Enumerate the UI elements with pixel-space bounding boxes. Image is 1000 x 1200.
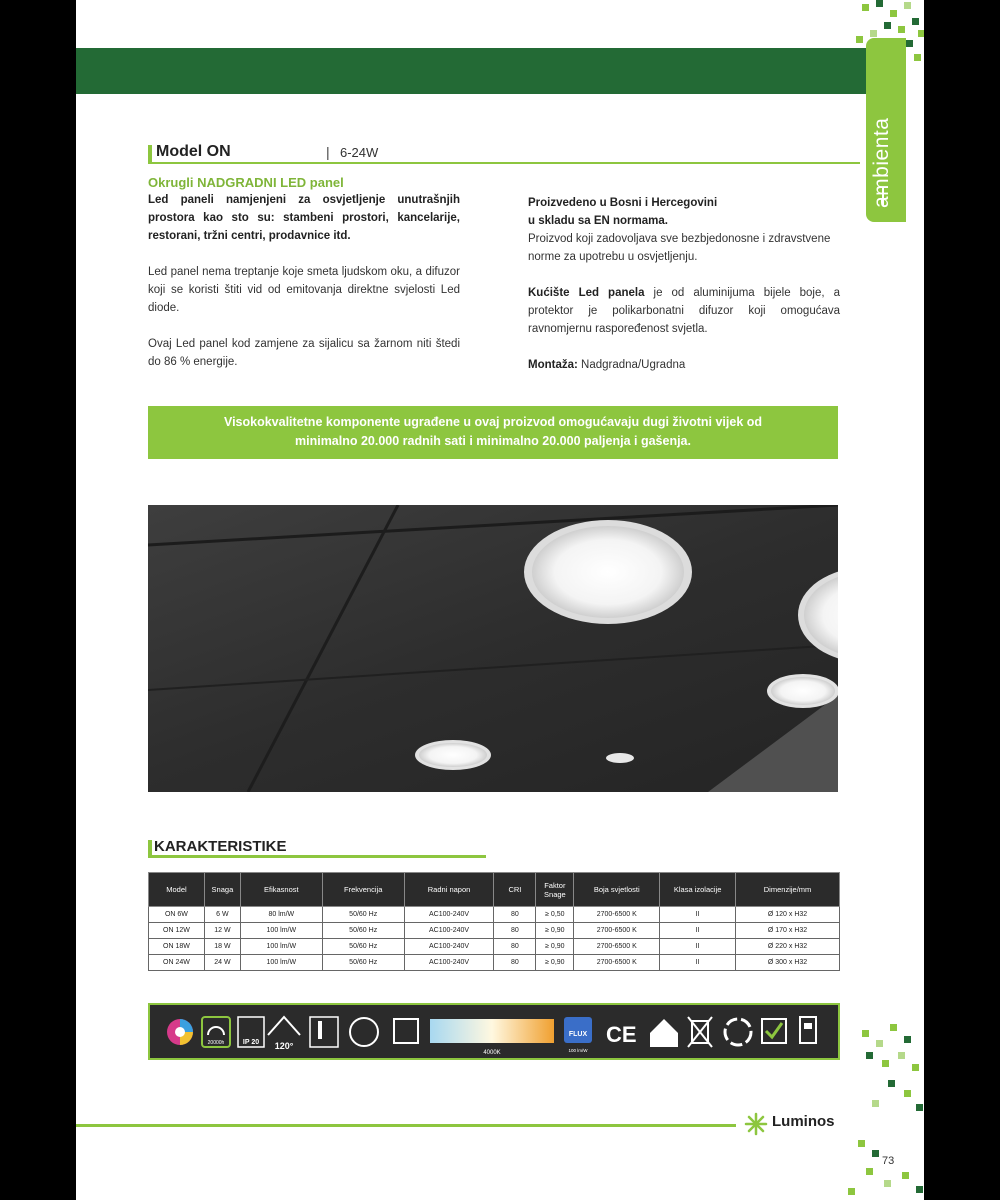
table-cell: 100 lm/W	[240, 955, 322, 971]
table-row	[149, 923, 840, 939]
table-cell: 100 lm/W	[240, 939, 322, 955]
ip-text: IP 20	[242, 1039, 260, 1046]
square-shape-icon	[394, 1019, 418, 1043]
weee-bin-icon	[688, 1017, 712, 1047]
page-number: 73	[882, 1155, 895, 1167]
table-cell: 80	[494, 907, 536, 923]
temperature-icon	[310, 1017, 338, 1047]
table-cell: ≥ 0,90	[536, 939, 574, 955]
beam-angle-icon	[268, 1017, 300, 1051]
col-color-temp: Boja svjetlosti	[574, 873, 660, 907]
angle-text: 120°	[274, 1041, 294, 1051]
table-cell: ON 18W	[149, 939, 205, 955]
table-row	[149, 939, 840, 955]
table-cell: 50/60 Hz	[322, 907, 404, 923]
section-tab	[866, 38, 906, 222]
table-cell: AC100-240V	[404, 939, 494, 955]
housing-paragraph	[528, 284, 840, 338]
table-cell: 80	[494, 939, 536, 955]
product-photo	[148, 505, 838, 792]
table-cell: 2700-6500 K	[574, 955, 660, 971]
table-cell: 50/60 Hz	[322, 923, 404, 939]
col-power-factor: Faktor Snage	[536, 873, 574, 907]
model-separator: |	[326, 144, 330, 160]
origin-line-2: u skladu sa EN normama.	[528, 215, 668, 227]
section-tab-label: ambienta	[870, 117, 893, 208]
col-frequency: Frekvencija	[322, 873, 404, 907]
table-cell: Ø 300 x H32	[736, 955, 840, 971]
driver-icon	[800, 1017, 816, 1043]
table-cell: II	[660, 923, 736, 939]
mount-paragraph	[528, 356, 840, 374]
mount-value: Nadgradna/Ugradna	[577, 359, 686, 371]
color-temperature-scale-icon	[430, 1019, 554, 1056]
spec-table	[148, 872, 840, 971]
characteristics-header	[148, 838, 488, 860]
led-panel-small	[606, 753, 634, 763]
col-insulation: Klasa izolacije	[660, 873, 736, 907]
table-cell: 2700-6500 K	[574, 923, 660, 939]
table-cell: 18 W	[204, 939, 240, 955]
lifetime-line-1: Visokokvalitetne komponente ugrađene u ovaj proizvod omogućavaju dugi životni vijek od	[223, 415, 763, 429]
characteristics-title: KARAKTERISTIKE	[154, 838, 287, 855]
table-row	[149, 907, 840, 923]
table-cell: 50/60 Hz	[322, 955, 404, 971]
table-cell: II	[660, 939, 736, 955]
lifetime-icon	[202, 1017, 230, 1047]
table-cell: ON 12W	[149, 923, 205, 939]
model-power-range: 6-24W	[340, 145, 379, 160]
origin-line-1: Proizvedeno u Bosni i Hercegovini	[528, 197, 718, 209]
table-cell: II	[660, 955, 736, 971]
table-cell: ON 24W	[149, 955, 205, 971]
mount-label: Montaža:	[528, 359, 578, 371]
flicker-text: Led panel nema treptanje koje smeta ljudskom oku, a difuzor koji se koristi štiti vid od emitovanja direktne svjelosti Led diode.	[148, 266, 460, 314]
housing-bold: Kućište Led panela	[528, 287, 645, 299]
characteristics-marker	[148, 840, 152, 855]
col-model: Model	[149, 873, 205, 907]
table-cell: Ø 220 x H32	[736, 939, 840, 955]
ce-mark-icon	[606, 1022, 637, 1047]
flux-sub-text: 100 lm/W	[568, 1048, 588, 1053]
ce-text: CE	[606, 1022, 637, 1047]
table-cell: 12 W	[204, 923, 240, 939]
col-efficiency: Efikasnost	[240, 873, 322, 907]
table-cell: Ø 120 x H32	[736, 907, 840, 923]
product-subtitle: Okrugli NADGRADNI LED panel	[148, 175, 344, 190]
housing-text: je od aluminijuma bijele boje, a protektor je polikarbonatni difuzor koji omogućava ravnomjernu raspoređenost svjetla.	[528, 287, 840, 335]
characteristics-underline	[148, 855, 486, 858]
header-band	[76, 48, 876, 94]
color-temp-text: 4000K	[483, 1050, 501, 1056]
table-cell: AC100-240V	[404, 907, 494, 923]
footer-line	[76, 1124, 736, 1127]
table-cell: Ø 170 x H32	[736, 923, 840, 939]
brand-name: Luminos	[772, 1113, 835, 1130]
col-voltage: Radni napon	[404, 873, 494, 907]
color-wheel-icon	[167, 1019, 193, 1045]
model-header	[148, 143, 924, 165]
recycle-icon	[725, 1019, 751, 1045]
col-power: Snaga	[204, 873, 240, 907]
intro-text: Led paneli namjenjeni za osvjetljenje unutrašnjih prostora kao sto su: stambeni prostori, kancelarije, restorani, tržni centri, prodavnice itd.	[148, 194, 460, 242]
table-row	[149, 955, 840, 971]
description-right	[528, 194, 840, 392]
table-cell: 80	[494, 955, 536, 971]
col-dimensions: Dimenzije/mm	[736, 873, 840, 907]
lifetime-banner	[148, 406, 838, 459]
catalog-page	[76, 0, 924, 1200]
table-cell: 100 lm/W	[240, 923, 322, 939]
round-shape-icon	[350, 1018, 378, 1046]
table-cell: ≥ 0,90	[536, 923, 574, 939]
description-left	[148, 174, 460, 389]
table-cell: 24 W	[204, 955, 240, 971]
table-cell: ON 6W	[149, 907, 205, 923]
table-cell: ≥ 0,50	[536, 907, 574, 923]
spec-header-row	[149, 873, 840, 907]
table-cell: 2700-6500 K	[574, 939, 660, 955]
ip-rating-icon	[238, 1017, 264, 1047]
model-name: Model ON	[156, 143, 231, 160]
table-cell: AC100-240V	[404, 955, 494, 971]
flux-icon	[564, 1017, 592, 1053]
table-cell: 2700-6500 K	[574, 907, 660, 923]
ceiling-lights-illustration	[148, 505, 838, 792]
model-header-marker	[148, 145, 152, 162]
energy-text: Ovaj Led panel kod zamjene za sijalicu sa žarnom niti štedi do 86 % energije.	[148, 338, 460, 368]
col-cri: CRI	[494, 873, 536, 907]
indoor-use-icon	[650, 1019, 678, 1047]
table-cell: 80	[494, 923, 536, 939]
table-cell: 80 lm/W	[240, 907, 322, 923]
table-cell: 6 W	[204, 907, 240, 923]
table-cell: ≥ 0,90	[536, 955, 574, 971]
certification-icon-bar	[148, 1003, 840, 1060]
model-header-underline	[148, 162, 860, 164]
sparkle-icon	[744, 1112, 768, 1136]
life-text: 20000h	[207, 1040, 225, 1046]
flux-text: FLUX	[568, 1031, 588, 1038]
table-cell: II	[660, 907, 736, 923]
origin-text: Proizvod koji zadovoljava sve bezbjedonosne i zdravstvene norme za upotrebu u osvjetljenju.	[528, 233, 831, 263]
table-cell: AC100-240V	[404, 923, 494, 939]
lifetime-line-2: minimalno 20.000 radnih sati i minimalno 20.000 paljenja i gašenja.	[295, 434, 691, 448]
table-cell: 50/60 Hz	[322, 939, 404, 955]
quality-check-icon	[762, 1019, 786, 1043]
